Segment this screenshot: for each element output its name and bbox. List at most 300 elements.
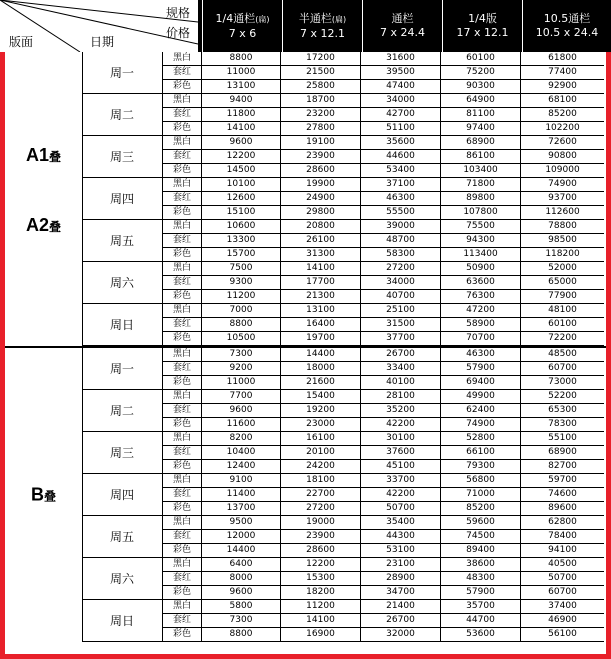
table-row <box>163 220 606 234</box>
column-header-1 <box>202 0 282 52</box>
price-cell: 11800 <box>202 108 281 122</box>
price-cell: 40500 <box>521 558 604 572</box>
price-cell: 19000 <box>281 516 361 530</box>
day-group <box>5 474 606 516</box>
table-row <box>163 150 606 164</box>
price-cell: 55100 <box>521 432 604 446</box>
table-row <box>163 572 606 586</box>
price-cell: 103400 <box>441 164 521 178</box>
column-header-title-text: 10.5通栏 <box>543 12 591 25</box>
print-type-cell: 彩色 <box>163 206 202 220</box>
price-cell: 74500 <box>441 530 521 544</box>
column-header-title <box>283 12 362 27</box>
price-cell: 18200 <box>281 586 361 600</box>
price-cell: 35700 <box>441 600 521 614</box>
column-header-title-text: 1/4版 <box>468 12 497 25</box>
price-cell: 94300 <box>441 234 521 248</box>
day-label: 周二 <box>82 390 163 432</box>
print-type-cell: 黑白 <box>163 390 202 404</box>
price-cell: 49900 <box>441 390 521 404</box>
price-cell: 20800 <box>281 220 361 234</box>
price-cell: 10600 <box>202 220 281 234</box>
print-type-cell: 彩色 <box>163 544 202 558</box>
table-row <box>163 234 606 248</box>
price-cell: 10400 <box>202 446 281 460</box>
price-cell: 90300 <box>441 80 521 94</box>
day-label: 周三 <box>82 432 163 474</box>
price-cell: 69400 <box>441 376 521 390</box>
price-cell: 44300 <box>361 530 441 544</box>
table-row <box>163 248 606 262</box>
price-cell: 7500 <box>202 262 281 276</box>
print-type-cell: 彩色 <box>163 418 202 432</box>
price-cell: 33700 <box>361 474 441 488</box>
table-row <box>163 178 606 192</box>
section-label-suffix: 叠 <box>49 150 62 164</box>
date-label: 日期 <box>90 35 115 49</box>
price-cell: 89400 <box>441 544 521 558</box>
price-cell: 23200 <box>281 108 361 122</box>
table-row <box>163 348 606 362</box>
price-cell: 16900 <box>281 628 361 642</box>
print-type-cell: 黑白 <box>163 262 202 276</box>
column-header-3 <box>362 0 442 52</box>
price-cell: 52000 <box>521 262 604 276</box>
price-cell: 74900 <box>521 178 604 192</box>
day-label: 周一 <box>82 348 163 390</box>
price-cell: 7000 <box>202 304 281 318</box>
price-cell: 102200 <box>521 122 604 136</box>
print-type-cell: 套红 <box>163 234 202 248</box>
price-cell: 21600 <box>281 376 361 390</box>
column-header-2 <box>282 0 362 52</box>
print-type-cell: 黑白 <box>163 432 202 446</box>
price-cell: 27200 <box>361 262 441 276</box>
section-label-suffix: 叠 <box>43 489 56 504</box>
table-row <box>163 192 606 206</box>
price-cell: 60700 <box>521 362 604 376</box>
table-row <box>163 66 606 80</box>
day-group <box>5 516 606 558</box>
table-row <box>163 544 606 558</box>
print-type-cell: 彩色 <box>163 586 202 600</box>
print-type-cell: 彩色 <box>163 248 202 262</box>
price-cell: 58900 <box>441 318 521 332</box>
day-group <box>5 304 606 346</box>
price-cell: 26100 <box>281 234 361 248</box>
price-cell: 51100 <box>361 122 441 136</box>
price-cell: 42700 <box>361 108 441 122</box>
price-cell: 34700 <box>361 586 441 600</box>
price-cell: 18000 <box>281 362 361 376</box>
page-label: 版面 <box>9 35 34 49</box>
table-row <box>163 390 606 404</box>
print-type-cell: 黑白 <box>163 600 202 614</box>
print-type-cell: 套红 <box>163 318 202 332</box>
table-row <box>163 404 606 418</box>
table-row <box>163 122 606 136</box>
column-header-note: (扁) <box>255 14 270 24</box>
price-cell: 65000 <box>521 276 604 290</box>
price-cell: 75500 <box>441 220 521 234</box>
table-row <box>163 502 606 516</box>
table-row <box>163 376 606 390</box>
price-cell: 26700 <box>361 614 441 628</box>
table-row <box>163 614 606 628</box>
price-cell: 79300 <box>441 460 521 474</box>
price-cell: 75200 <box>441 66 521 80</box>
price-cell: 48300 <box>441 572 521 586</box>
spec-label: 规格 <box>166 6 191 20</box>
price-cell: 98500 <box>521 234 604 248</box>
print-type-cell: 套红 <box>163 614 202 628</box>
price-cell: 89600 <box>521 502 604 516</box>
table-row <box>163 488 606 502</box>
price-cell: 52200 <box>521 390 604 404</box>
price-cell: 28100 <box>361 390 441 404</box>
print-type-cell: 黑白 <box>163 94 202 108</box>
print-type-cell: 彩色 <box>163 290 202 304</box>
price-cell: 57900 <box>441 586 521 600</box>
print-type-cell: 套红 <box>163 404 202 418</box>
price-cell: 44600 <box>361 150 441 164</box>
table-row <box>163 206 606 220</box>
price-cell: 11400 <box>202 488 281 502</box>
price-cell: 11200 <box>281 600 361 614</box>
day-label: 周五 <box>82 220 163 262</box>
price-cell: 45100 <box>361 460 441 474</box>
price-cell: 81100 <box>441 108 521 122</box>
price-cell: 27800 <box>281 122 361 136</box>
print-type-cell: 黑白 <box>163 52 202 66</box>
price-cell: 11600 <box>202 418 281 432</box>
price-cell: 72600 <box>521 136 604 150</box>
price-cell: 8800 <box>202 318 281 332</box>
price-table <box>5 52 606 642</box>
price-cell: 14100 <box>281 262 361 276</box>
section-label-suffix: 叠 <box>49 220 62 234</box>
price-cell: 23900 <box>281 530 361 544</box>
price-cell: 11000 <box>202 376 281 390</box>
header-row <box>0 0 611 52</box>
price-cell: 62800 <box>521 516 604 530</box>
print-type-cell: 套红 <box>163 192 202 206</box>
print-type-cell: 套红 <box>163 362 202 376</box>
table-row <box>163 304 606 318</box>
price-cell: 16400 <box>281 318 361 332</box>
print-type-cell: 黑白 <box>163 178 202 192</box>
price-cell: 60700 <box>521 586 604 600</box>
price-cell: 68100 <box>521 94 604 108</box>
price-cell: 48500 <box>521 348 604 362</box>
price-cell: 9300 <box>202 276 281 290</box>
price-cell: 74600 <box>521 488 604 502</box>
price-cell: 8800 <box>202 52 281 66</box>
price-cell: 66100 <box>441 446 521 460</box>
price-cell: 37700 <box>361 332 441 346</box>
price-cell: 57900 <box>441 362 521 376</box>
column-header-5 <box>522 0 611 52</box>
price-cell: 109000 <box>521 164 604 178</box>
price-cell: 11200 <box>202 290 281 304</box>
price-cell: 94100 <box>521 544 604 558</box>
price-cell: 21300 <box>281 290 361 304</box>
day-group <box>5 220 606 262</box>
price-cell: 85200 <box>441 502 521 516</box>
table-row <box>163 418 606 432</box>
price-cell: 15700 <box>202 248 281 262</box>
price-cell: 42200 <box>361 418 441 432</box>
price-cell: 78800 <box>521 220 604 234</box>
price-cell: 78400 <box>521 530 604 544</box>
price-cell: 70700 <box>441 332 521 346</box>
price-cell: 60100 <box>521 318 604 332</box>
column-header-title <box>523 12 611 26</box>
day-group <box>5 178 606 220</box>
price-cell: 9600 <box>202 586 281 600</box>
day-label: 周六 <box>82 262 163 304</box>
price-cell: 14500 <box>202 164 281 178</box>
print-type-cell: 彩色 <box>163 80 202 94</box>
table-row <box>163 516 606 530</box>
table-row <box>163 164 606 178</box>
print-type-cell: 彩色 <box>163 460 202 474</box>
table-row <box>163 136 606 150</box>
price-cell: 48700 <box>361 234 441 248</box>
table-row <box>163 558 606 572</box>
price-cell: 97400 <box>441 122 521 136</box>
table-row <box>163 628 606 642</box>
column-header-size: 10.5 x 24.4 <box>535 26 599 39</box>
price-cell: 42200 <box>361 488 441 502</box>
table-row <box>163 290 606 304</box>
header-corner-cell <box>0 0 198 52</box>
price-cell: 56100 <box>521 628 604 642</box>
price-cell: 53400 <box>361 164 441 178</box>
section-label-code: A1 <box>25 145 49 165</box>
price-cell: 50700 <box>361 502 441 516</box>
table-row <box>163 474 606 488</box>
price-cell: 46300 <box>441 348 521 362</box>
price-cell: 13300 <box>202 234 281 248</box>
section-1 <box>5 52 606 348</box>
table-row <box>163 52 606 66</box>
price-cell: 38600 <box>441 558 521 572</box>
price-cell: 29800 <box>281 206 361 220</box>
price-cell: 13700 <box>202 502 281 516</box>
price-cell: 30100 <box>361 432 441 446</box>
price-cell: 26700 <box>361 348 441 362</box>
price-cell: 17200 <box>281 52 361 66</box>
day-label: 周六 <box>82 558 163 600</box>
print-type-cell: 彩色 <box>163 376 202 390</box>
price-cell: 35400 <box>361 516 441 530</box>
print-type-cell: 彩色 <box>163 502 202 516</box>
day-group <box>5 136 606 178</box>
table-row <box>163 262 606 276</box>
price-cell: 15400 <box>281 390 361 404</box>
price-cell: 12000 <box>202 530 281 544</box>
column-header-size: 7 x 24.4 <box>380 26 425 39</box>
price-cell: 50700 <box>521 572 604 586</box>
price-cell: 18700 <box>281 94 361 108</box>
price-cell: 77400 <box>521 66 604 80</box>
price-cell: 14100 <box>202 122 281 136</box>
table-row <box>163 108 606 122</box>
price-cell: 19100 <box>281 136 361 150</box>
print-type-cell: 套红 <box>163 66 202 80</box>
price-cell: 9100 <box>202 474 281 488</box>
price-cell: 13100 <box>281 304 361 318</box>
price-cell: 31500 <box>361 318 441 332</box>
day-label: 周四 <box>82 474 163 516</box>
price-cell: 12200 <box>281 558 361 572</box>
price-cell: 28900 <box>361 572 441 586</box>
price-cell: 48100 <box>521 304 604 318</box>
print-type-cell: 黑白 <box>163 220 202 234</box>
price-cell: 60100 <box>441 52 521 66</box>
column-header-size: 7 x 6 <box>228 26 257 40</box>
price-cell: 40700 <box>361 290 441 304</box>
price-cell: 31600 <box>361 52 441 66</box>
price-cell: 14400 <box>281 348 361 362</box>
price-cell: 5800 <box>202 600 281 614</box>
day-label: 周日 <box>82 304 163 346</box>
price-cell: 68900 <box>441 136 521 150</box>
price-cell: 17700 <box>281 276 361 290</box>
column-header-4 <box>442 0 522 52</box>
price-cell: 93700 <box>521 192 604 206</box>
column-header-title <box>443 12 522 26</box>
price-cell: 13100 <box>202 80 281 94</box>
section-2 <box>5 348 606 642</box>
price-cell: 28600 <box>281 164 361 178</box>
price-cell: 21400 <box>361 600 441 614</box>
day-group <box>5 262 606 304</box>
price-cell: 9200 <box>202 362 281 376</box>
print-type-cell: 彩色 <box>163 332 202 346</box>
day-group <box>5 600 606 642</box>
print-type-cell: 彩色 <box>163 628 202 642</box>
price-cell: 39000 <box>361 220 441 234</box>
price-cell: 90800 <box>521 150 604 164</box>
price-cell: 118200 <box>521 248 604 262</box>
price-cell: 35200 <box>361 404 441 418</box>
price-cell: 52800 <box>441 432 521 446</box>
price-cell: 37100 <box>361 178 441 192</box>
price-cell: 77900 <box>521 290 604 304</box>
price-cell: 40100 <box>361 376 441 390</box>
price-cell: 20100 <box>281 446 361 460</box>
price-cell: 18100 <box>281 474 361 488</box>
price-cell: 55500 <box>361 206 441 220</box>
price-cell: 9600 <box>202 136 281 150</box>
day-label: 周三 <box>82 136 163 178</box>
price-cell: 76300 <box>441 290 521 304</box>
price-cell: 14100 <box>281 614 361 628</box>
price-cell: 9400 <box>202 94 281 108</box>
print-type-cell: 套红 <box>163 150 202 164</box>
price-cell: 8800 <box>202 628 281 642</box>
price-cell: 78300 <box>521 418 604 432</box>
price-cell: 21500 <box>281 66 361 80</box>
table-row <box>163 80 606 94</box>
price-cell: 31300 <box>281 248 361 262</box>
print-type-cell: 黑白 <box>163 304 202 318</box>
price-cell: 22700 <box>281 488 361 502</box>
table-row <box>163 276 606 290</box>
price-cell: 63600 <box>441 276 521 290</box>
price-cell: 58300 <box>361 248 441 262</box>
print-type-cell: 套红 <box>163 530 202 544</box>
price-cell: 15300 <box>281 572 361 586</box>
column-header-title <box>203 12 282 27</box>
table-row <box>163 94 606 108</box>
price-cell: 73000 <box>521 376 604 390</box>
day-group <box>5 390 606 432</box>
price-cell: 62400 <box>441 404 521 418</box>
day-group <box>5 432 606 474</box>
price-cell: 71000 <box>441 488 521 502</box>
day-group <box>5 348 606 390</box>
price-cell: 25100 <box>361 304 441 318</box>
price-cell: 12400 <box>202 460 281 474</box>
table-row <box>163 332 606 346</box>
price-cell: 89800 <box>441 192 521 206</box>
price-cell: 74900 <box>441 418 521 432</box>
day-group <box>5 52 606 94</box>
price-cell: 23100 <box>361 558 441 572</box>
price-cell: 28600 <box>281 544 361 558</box>
price-cell: 8000 <box>202 572 281 586</box>
price-cell: 8200 <box>202 432 281 446</box>
table-row <box>163 460 606 474</box>
price-cell: 9600 <box>202 404 281 418</box>
price-cell: 7300 <box>202 614 281 628</box>
price-cell: 14400 <box>202 544 281 558</box>
day-label: 周日 <box>82 600 163 642</box>
print-type-cell: 彩色 <box>163 122 202 136</box>
price-cell: 59700 <box>521 474 604 488</box>
price-cell: 23000 <box>281 418 361 432</box>
column-header-note: (扁) <box>331 14 347 24</box>
price-cell: 32000 <box>361 628 441 642</box>
price-cell: 11000 <box>202 66 281 80</box>
price-cell: 24900 <box>281 192 361 206</box>
day-label: 周四 <box>82 178 163 220</box>
price-cell: 44700 <box>441 614 521 628</box>
price-cell: 61800 <box>521 52 604 66</box>
print-type-cell: 黑白 <box>163 474 202 488</box>
price-cell: 65300 <box>521 404 604 418</box>
price-cell: 92900 <box>521 80 604 94</box>
print-type-cell: 套红 <box>163 488 202 502</box>
price-cell: 25800 <box>281 80 361 94</box>
print-type-cell: 彩色 <box>163 164 202 178</box>
price-cell: 7700 <box>202 390 281 404</box>
price-cell: 9500 <box>202 516 281 530</box>
price-cell: 64900 <box>441 94 521 108</box>
print-type-cell: 套红 <box>163 446 202 460</box>
price-cell: 35600 <box>361 136 441 150</box>
price-cell: 46900 <box>521 614 604 628</box>
price-cell: 10500 <box>202 332 281 346</box>
print-type-cell: 套红 <box>163 572 202 586</box>
price-cell: 113400 <box>441 248 521 262</box>
price-cell: 68900 <box>521 446 604 460</box>
column-header-title-text: 1/4通栏 <box>215 11 256 25</box>
price-cell: 85200 <box>521 108 604 122</box>
